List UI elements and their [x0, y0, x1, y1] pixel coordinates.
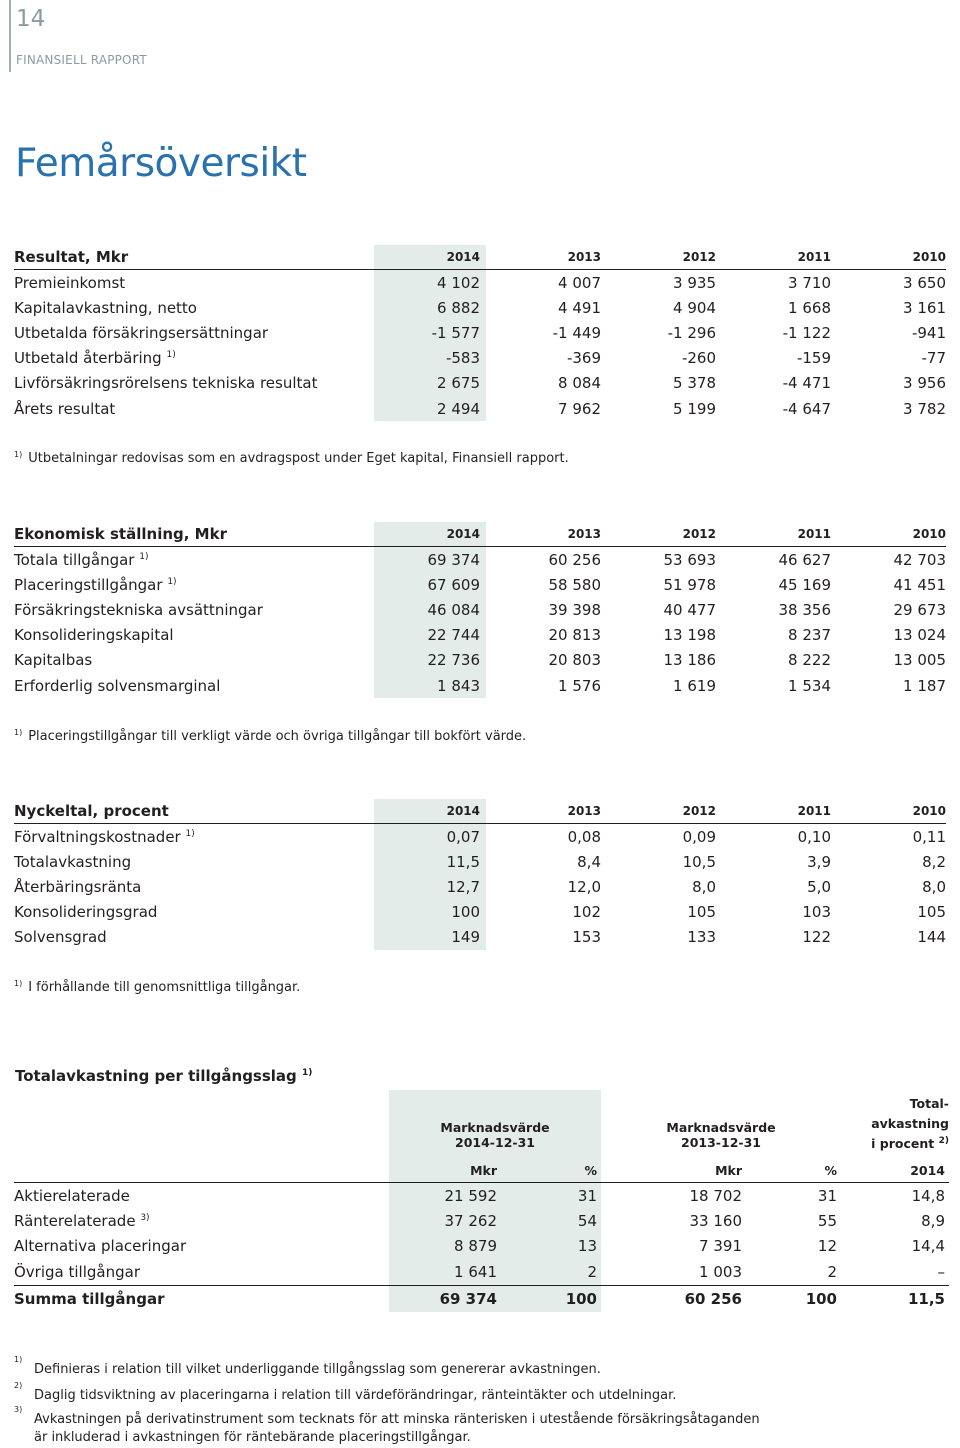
table-row	[14, 874, 946, 899]
row-label	[14, 597, 374, 622]
row-label	[14, 396, 374, 421]
table-row	[14, 849, 946, 874]
value-cell: 46 084	[374, 597, 486, 622]
row-label	[14, 824, 374, 850]
value-cell: -260	[681, 349, 716, 368]
table-row	[14, 547, 946, 573]
table-row	[14, 900, 946, 925]
value-cell: 3 956	[903, 374, 946, 393]
row-label-text: Aktierelaterade	[14, 1186, 130, 1205]
value-cell: 31	[817, 1186, 837, 1205]
value-cell: 105	[917, 903, 946, 922]
year-header: 2012	[601, 245, 716, 270]
footnote-text: Avkastningen på derivatinstrument som tecknats för att minska ränterisken i utestående försäkringsåtaganden	[34, 1412, 760, 1427]
value-cell: 0,08	[567, 827, 601, 846]
row-footnote-marker: 3)	[140, 1213, 150, 1224]
value-cell: 8,0	[922, 877, 946, 896]
value-cell: 3 782	[903, 399, 946, 418]
value-cell: 41 451	[893, 575, 946, 594]
table-header-row	[14, 245, 946, 270]
value-cell: -159	[796, 349, 831, 368]
row-label	[14, 1259, 389, 1285]
value-cell: 3,9	[807, 852, 831, 871]
header-line: Marknadsvärde	[440, 1120, 550, 1135]
row-label-text: Utbetald återbäring	[14, 349, 162, 368]
value-cell: 29 673	[893, 600, 946, 619]
year-header: 2014	[374, 522, 486, 547]
totalavkastning-heading	[15, 1067, 312, 1085]
value-cell: 51 978	[663, 575, 716, 594]
value-cell: 22 736	[374, 648, 486, 673]
value-cell: 1 187	[903, 676, 946, 695]
table-heading: Nyckeltal, procent	[14, 799, 374, 824]
row-label	[14, 874, 374, 899]
value-cell: -941	[911, 323, 946, 342]
value-cell: 149	[374, 925, 486, 950]
value-cell: 8 237	[788, 626, 831, 645]
footnote-marker: 1)	[14, 727, 23, 737]
value-cell: 8,4	[577, 852, 601, 871]
table-row	[14, 396, 946, 421]
value-cell: 22 744	[374, 623, 486, 648]
table-row	[14, 346, 946, 371]
row-footnote-marker: 1)	[185, 828, 195, 839]
year-header: 2011	[716, 799, 831, 824]
value-cell: 1 619	[673, 676, 716, 695]
header-marker: 2)	[938, 1135, 949, 1146]
row-label-text: Totalavkastning	[14, 852, 132, 871]
table-heading: Resultat, Mkr	[14, 245, 374, 270]
unit-label: 2014	[841, 1158, 949, 1183]
nyckeltal-footnote	[14, 980, 300, 995]
value-cell: 46 627	[778, 550, 831, 569]
section-label: FINANSIELL RAPPORT	[16, 53, 147, 67]
header-line: Marknadsvärde	[666, 1120, 776, 1135]
year-header: 2012	[601, 522, 716, 547]
value-cell: 5,0	[807, 877, 831, 896]
value-cell: 2	[501, 1259, 601, 1285]
row-label	[14, 1285, 389, 1312]
value-cell: 153	[572, 928, 601, 947]
value-cell: 4 491	[558, 298, 601, 317]
value-cell: 2 675	[374, 371, 486, 396]
unit-label: Mkr	[601, 1158, 746, 1183]
value-cell: 103	[802, 903, 831, 922]
value-cell: 1 534	[788, 676, 831, 695]
row-label-text: Livförsäkringsrörelsens tekniska resultat	[14, 374, 318, 393]
value-cell: 2 494	[374, 396, 486, 421]
row-label-text: Placeringstillgångar	[14, 575, 163, 594]
value-cell: 12,0	[567, 877, 601, 896]
value-cell: 0,09	[682, 827, 716, 846]
value-cell: 4 904	[673, 298, 716, 317]
value-cell: 1 668	[788, 298, 831, 317]
value-cell: 13 024	[893, 626, 946, 645]
value-cell: 21 592	[389, 1183, 501, 1209]
value-cell: 144	[917, 928, 946, 947]
value-cell: 100	[374, 900, 486, 925]
value-cell: –	[937, 1262, 945, 1281]
year-header: 2013	[486, 245, 601, 270]
value-cell: 4 102	[374, 270, 486, 296]
row-label	[14, 849, 374, 874]
row-label-text: Övriga tillgångar	[14, 1262, 140, 1281]
ekonomisk-table-block	[14, 522, 946, 698]
value-cell: 10,5	[682, 852, 716, 871]
column-header-market-value-2013	[601, 1090, 841, 1158]
table-row	[14, 572, 946, 597]
unit-label: Mkr	[389, 1158, 501, 1183]
value-cell: 8,2	[922, 852, 946, 871]
value-cell: 54	[501, 1208, 601, 1233]
table-heading: Ekonomisk ställning, Mkr	[14, 522, 374, 547]
value-cell: 122	[802, 928, 831, 947]
row-label	[14, 900, 374, 925]
footnote-text: I förhållande till genomsnittliga tillgångar.	[28, 980, 301, 995]
table-row	[14, 270, 946, 296]
row-label-text: Totala tillgångar	[14, 550, 135, 569]
value-cell: -4 647	[782, 399, 831, 418]
table-row	[14, 1183, 949, 1209]
value-cell: 2	[827, 1262, 837, 1281]
value-cell: 69 374	[374, 547, 486, 573]
value-cell: 3 161	[903, 298, 946, 317]
value-cell: -1 577	[374, 320, 486, 345]
value-cell: 13 198	[663, 626, 716, 645]
value-cell: -4 471	[782, 374, 831, 393]
table-row	[14, 673, 946, 698]
table-row	[14, 295, 946, 320]
value-cell: 8,9	[921, 1212, 945, 1231]
year-header: 2012	[601, 799, 716, 824]
row-label-text: Kapitalbas	[14, 651, 93, 670]
row-label	[14, 1234, 389, 1259]
value-cell: 11,5	[841, 1285, 949, 1312]
row-label	[14, 295, 374, 320]
value-cell: 12	[817, 1237, 837, 1256]
year-header: 2011	[716, 245, 831, 270]
row-label-text: Alternativa placeringar	[14, 1237, 187, 1256]
value-cell: 6 882	[374, 295, 486, 320]
row-label	[14, 1208, 389, 1233]
row-label-text: Konsolideringsgrad	[14, 903, 158, 922]
year-header: 2013	[486, 799, 601, 824]
page-margin-rule	[9, 0, 11, 72]
value-cell: 38 356	[778, 600, 831, 619]
value-cell: 8 222	[788, 651, 831, 670]
value-cell: 60 256	[601, 1285, 746, 1312]
row-label-text: Kapitalavkastning, netto	[14, 298, 197, 317]
row-label-text: Premieinkomst	[14, 273, 126, 292]
row-label-text: Återbäringsränta	[14, 877, 142, 896]
value-cell: 1 843	[374, 673, 486, 698]
year-header: 2014	[374, 245, 486, 270]
value-cell: -1 296	[667, 323, 716, 342]
sum-row	[14, 1285, 949, 1312]
row-footnote-marker: 1)	[167, 576, 177, 587]
value-cell: 4 007	[558, 273, 601, 292]
value-cell: 18 702	[689, 1186, 742, 1205]
row-footnote-marker: 1)	[139, 551, 149, 562]
footnote-text: Utbetalningar redovisas som en avdragspost under Eget kapital, Finansiell rapport.	[28, 451, 569, 466]
value-cell: 100	[746, 1285, 841, 1312]
header-line: avkastning	[871, 1116, 949, 1131]
row-label	[14, 371, 374, 396]
units-row	[14, 1158, 949, 1183]
unit-label: %	[746, 1158, 841, 1183]
row-label-text: Konsolideringskapital	[14, 626, 174, 645]
value-cell: 1 641	[389, 1259, 501, 1285]
value-cell: 14,8	[911, 1186, 945, 1205]
value-cell: -369	[566, 349, 601, 368]
value-cell: 8,0	[692, 877, 716, 896]
row-label	[14, 572, 374, 597]
row-label-text: Solvensgrad	[14, 928, 107, 947]
resultat-footnote	[14, 451, 569, 466]
table-row	[14, 320, 946, 345]
value-cell: 11,5	[374, 849, 486, 874]
value-cell: 8 084	[558, 374, 601, 393]
column-header-market-value-2014	[389, 1090, 601, 1158]
column-header-total-return	[841, 1090, 949, 1158]
value-cell: 37 262	[389, 1208, 501, 1233]
value-cell: 3 935	[673, 273, 716, 292]
ekonomisk-footnote	[14, 729, 526, 744]
totalavkastning-table-block	[14, 1090, 950, 1312]
table-header-row	[14, 522, 946, 547]
footnote-text: Definieras i relation till vilket underliggande tillgångsslag som genererar avkastningen.	[34, 1362, 601, 1377]
value-cell: 1 576	[558, 676, 601, 695]
value-cell: 20 813	[548, 626, 601, 645]
row-label	[14, 623, 374, 648]
unit-label: %	[501, 1158, 601, 1183]
totalavkastning-table	[14, 1090, 949, 1312]
nyckeltal-table-block	[14, 799, 946, 950]
header-line: 2014-12-31	[455, 1135, 535, 1150]
value-cell: -583	[374, 346, 486, 371]
footnote-marker: 1)	[14, 978, 23, 988]
row-label	[14, 547, 374, 573]
value-cell: 31	[501, 1183, 601, 1209]
value-cell: 5 378	[673, 374, 716, 393]
value-cell: 42 703	[893, 550, 946, 569]
heading-marker: 1)	[302, 1068, 313, 1078]
table-header-row	[14, 1090, 949, 1158]
table-row	[14, 925, 946, 950]
resultat-table	[14, 245, 946, 421]
year-header: 2013	[486, 522, 601, 547]
nyckeltal-table	[14, 799, 946, 950]
value-cell: 0,11	[912, 827, 946, 846]
table-row	[14, 824, 946, 850]
value-cell: 5 199	[673, 399, 716, 418]
year-header: 2011	[716, 522, 831, 547]
row-label	[14, 320, 374, 345]
value-cell: 1 003	[699, 1262, 742, 1281]
value-cell: 0,07	[374, 824, 486, 850]
table-row	[14, 623, 946, 648]
table-row	[14, 1208, 949, 1233]
value-cell: 13	[501, 1234, 601, 1259]
header-line: Total-	[909, 1096, 949, 1111]
footnote-marker: 1)	[14, 449, 23, 459]
value-cell: 60 256	[548, 550, 601, 569]
header-line: i procent $^{2)}$	[871, 1135, 949, 1151]
year-header: 2010	[831, 245, 946, 270]
value-cell: 3 710	[788, 273, 831, 292]
row-label-text: Årets resultat	[14, 399, 116, 418]
year-header: 2010	[831, 799, 946, 824]
table-row	[14, 371, 946, 396]
footnote-text: Daglig tidsviktning av placeringarna i relation till värdeförändringar, ränteintäkter och utdelningar.	[34, 1388, 677, 1403]
value-cell: 7 391	[699, 1237, 742, 1256]
value-cell: 67 609	[374, 572, 486, 597]
table-row	[14, 648, 946, 673]
table-row	[14, 597, 946, 622]
table-row	[14, 1259, 949, 1285]
row-footnote-marker: 1)	[166, 350, 176, 361]
value-cell: 33 160	[689, 1212, 742, 1231]
heading-text: Totalavkastning per tillgångsslag	[15, 1067, 297, 1085]
row-label-text: Erforderlig solvensmarginal	[14, 676, 221, 695]
value-cell: 58 580	[548, 575, 601, 594]
row-label	[14, 673, 374, 698]
value-cell: 69 374	[389, 1285, 501, 1312]
row-label	[14, 270, 374, 296]
value-cell: 102	[572, 903, 601, 922]
value-cell: -1 122	[782, 323, 831, 342]
value-cell: 3 650	[903, 273, 946, 292]
table-row	[14, 1234, 949, 1259]
row-label	[14, 925, 374, 950]
page-number: 14	[16, 6, 46, 32]
row-label-text: Försäkringstekniska avsättningar	[14, 600, 263, 619]
footnote-text: Placeringstillgångar till verkligt värde och övriga tillgångar till bokfört värde.	[28, 729, 527, 744]
value-cell: 12,7	[374, 874, 486, 899]
value-cell: 45 169	[778, 575, 831, 594]
year-header: 2010	[831, 522, 946, 547]
page-title: Femårsöversikt	[15, 141, 307, 186]
value-cell: 20 803	[548, 651, 601, 670]
value-cell: 133	[687, 928, 716, 947]
table-header-row	[14, 799, 946, 824]
row-label-text: Summa tillgångar	[14, 1289, 165, 1308]
resultat-table-block	[14, 245, 946, 421]
value-cell: 40 477	[663, 600, 716, 619]
value-cell: 39 398	[548, 600, 601, 619]
value-cell: 0,10	[797, 827, 831, 846]
row-label-text: Förvaltningskostnader	[14, 827, 181, 846]
value-cell: 105	[687, 903, 716, 922]
value-cell: -1 449	[552, 323, 601, 342]
row-label-text: Utbetalda försäkringsersättningar	[14, 323, 269, 342]
value-cell: -77	[921, 349, 946, 368]
value-cell: 53 693	[663, 550, 716, 569]
value-cell: 7 962	[558, 399, 601, 418]
row-label	[14, 346, 374, 371]
footnote-text: är inkluderad i avkastningen för räntebärande placeringstillgångar.	[34, 1430, 471, 1445]
row-label	[14, 1183, 389, 1209]
header-line: 2013-12-31	[681, 1135, 761, 1150]
value-cell: 13 005	[893, 651, 946, 670]
year-header: 2014	[374, 799, 486, 824]
value-cell: 100	[501, 1285, 601, 1312]
value-cell: 8 879	[389, 1234, 501, 1259]
row-label	[14, 648, 374, 673]
row-label-text: Ränterelaterade	[14, 1212, 136, 1231]
value-cell: 14,4	[911, 1237, 945, 1256]
ekonomisk-table	[14, 522, 946, 698]
value-cell: 55	[817, 1212, 837, 1231]
value-cell: 13 186	[663, 651, 716, 670]
